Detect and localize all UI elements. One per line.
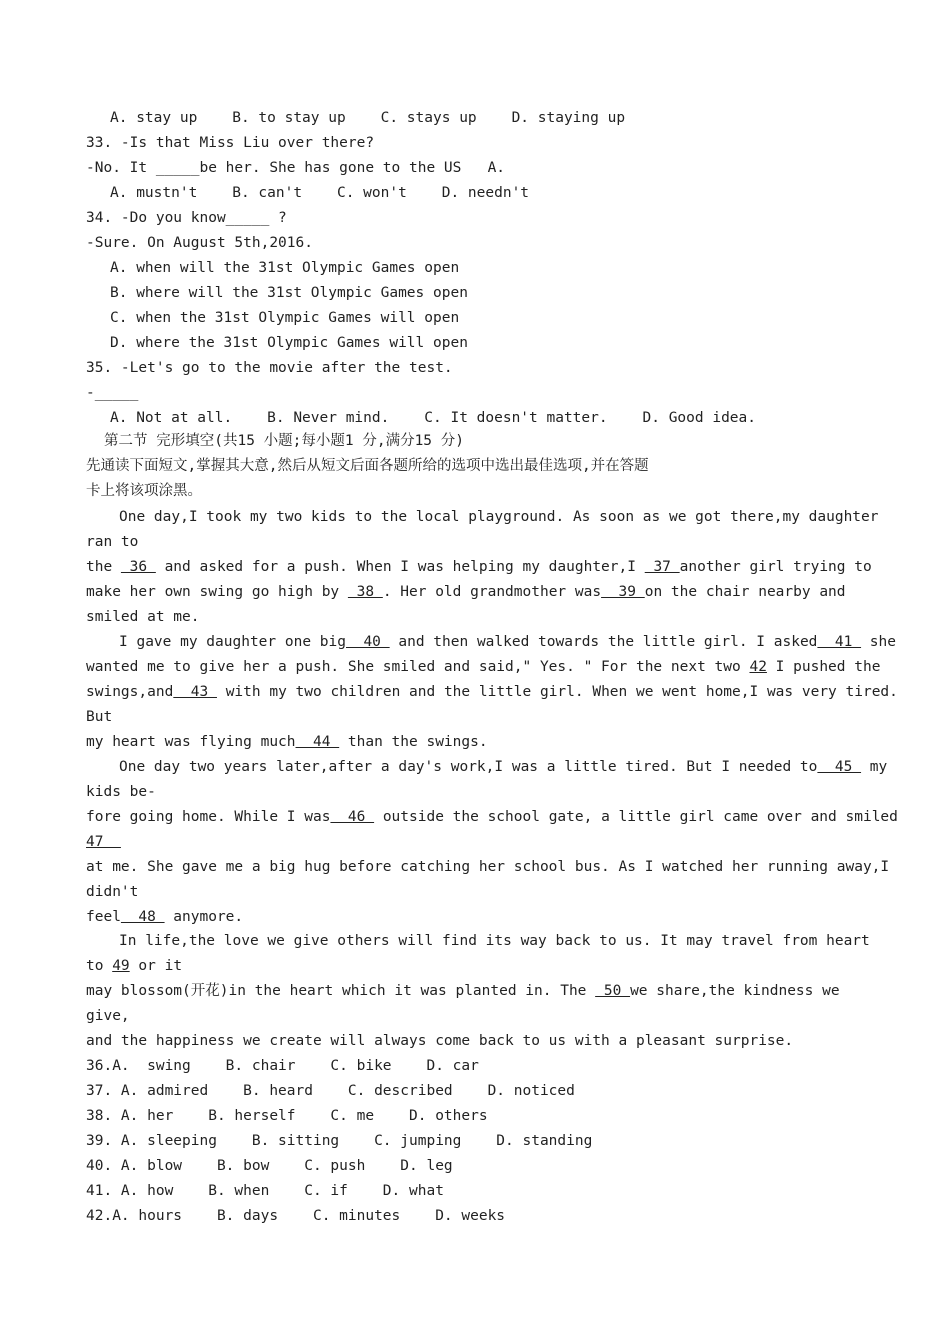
passage-line: and the happiness we create will always come back to us with a pleasant surprise. <box>86 1033 794 1049</box>
options-40: 40. A. blow B. bow C. push D. leg <box>86 1158 453 1174</box>
passage-text: One day two years later,after a day's work,I was a little tired. But I needed to <box>119 759 818 775</box>
blank-50: 50 <box>595 983 631 999</box>
q35-options: A. Not at all. B. Never mind. C. It doesn't matter. D. Good idea. <box>110 410 757 426</box>
passage-text: anymore. <box>164 909 244 925</box>
section-instruction-1: 先通读下面短文,掌握其大意,然后从短文后面各题所给的选项中选出最佳选项,并在答题 <box>86 458 649 474</box>
passage-text: make her own swing go high by <box>86 584 348 600</box>
passage-line <box>86 557 872 577</box>
passage-line: But <box>86 709 113 725</box>
options-36: 36.A. swing B. chair C. bike D. car <box>86 1058 479 1074</box>
blank-47: 47 <box>86 834 121 850</box>
passage-line <box>86 732 488 752</box>
passage-line <box>86 807 898 827</box>
passage-line <box>86 956 182 976</box>
passage-line: One day,I took my two kids to the local playground. As soon as we got there,my daughter <box>119 509 879 525</box>
blank-45: 45 <box>817 759 862 775</box>
passage-text: may blossom(开花)in the heart which it was planted in. The <box>86 983 596 999</box>
options-37: 37. A. admired B. heard C. described D. noticed <box>86 1083 575 1099</box>
blank-49: 49 <box>112 958 130 974</box>
passage-text: feel <box>86 909 121 925</box>
passage-text: another girl trying to <box>679 559 872 575</box>
options-38: 38. A. her B. herself C. me D. others <box>86 1108 488 1124</box>
passage-text: and asked for a push. When I was helping my daughter,I <box>155 559 645 575</box>
passage-text: we share,the kindness we <box>630 983 840 999</box>
passage-text: than the swings. <box>339 734 488 750</box>
section-title: 第二节 完形填空(共15 小题;每小题1 分,满分15 分) <box>104 433 464 449</box>
passage-line <box>119 757 887 777</box>
passage-line: kids be- <box>86 784 156 800</box>
passage-line <box>86 657 880 677</box>
passage-text: to <box>86 958 113 974</box>
passage-line <box>86 907 243 927</box>
q34-option-c: C. when the 31st Olympic Games will open <box>110 310 460 326</box>
section-instruction-2: 卡上将该项涂黑。 <box>86 483 202 499</box>
passage-text: outside the school gate, a little girl came over and smiled <box>374 809 898 825</box>
options-42: 42.A. hours B. days C. minutes D. weeks <box>86 1208 506 1224</box>
passage-line: ran to <box>86 534 139 550</box>
blank-39: 39 <box>601 584 645 600</box>
passage-text: fore going home. While I was <box>86 809 331 825</box>
q34-question: 34. -Do you know_____ ? <box>86 210 287 226</box>
passage-text: . Her old grandmother was <box>382 584 602 600</box>
blank-36: 36 <box>120 559 156 575</box>
blank-37: 37 <box>644 559 680 575</box>
q35-response: -_____ <box>86 385 139 401</box>
passage-text: and then walked towards the little girl. I asked <box>389 634 818 650</box>
passage-text: wanted me to give her a push. She smiled and said," Yes. " For the next two <box>86 659 750 675</box>
passage-line: at me. She gave me a big hug before catching her school bus. As I watched her running away,I <box>86 859 890 875</box>
passage-text: the <box>86 559 121 575</box>
passage-text: my <box>861 759 888 775</box>
passage-line <box>86 981 840 1001</box>
blank-38: 38 <box>347 584 383 600</box>
passage-line: didn't <box>86 884 139 900</box>
passage-text: my heart was flying much <box>86 734 296 750</box>
q33-options: A. mustn't B. can't C. won't D. needn't <box>110 185 530 201</box>
options-41: 41. A. how B. when C. if D. what <box>86 1183 444 1199</box>
passage-text: swings,and <box>86 684 174 700</box>
q34-option-a: A. when will the 31st Olympic Games open <box>110 260 460 276</box>
passage-line <box>86 832 121 852</box>
q35-question: 35. -Let's go to the movie after the test. <box>86 360 453 376</box>
passage-text: on the chair nearby and <box>644 584 846 600</box>
q34-option-b: B. where will the 31st Olympic Games open <box>110 285 468 301</box>
blank-48: 48 <box>120 909 165 925</box>
blank-44: 44 <box>295 734 340 750</box>
blank-41: 41 <box>817 634 862 650</box>
blank-43: 43 <box>173 684 217 700</box>
options-39: 39. A. sleeping B. sitting C. jumping D. standing <box>86 1133 593 1149</box>
passage-text: with my two children and the little girl. When we went home,I was very tired. <box>216 684 898 700</box>
passage-line: give, <box>86 1008 130 1024</box>
q32-options: A. stay up B. to stay up C. stays up D. staying up <box>110 110 626 126</box>
passage-text: I gave my daughter one big <box>119 634 346 650</box>
passage-line <box>86 682 898 702</box>
passage-line: In life,the love we give others will find its way back to us. It may travel from heart <box>119 933 870 949</box>
blank-46: 46 <box>330 809 375 825</box>
blank-40: 40 <box>345 634 390 650</box>
passage-line: smiled at me. <box>86 609 200 625</box>
q33-response: -No. It _____be her. She has gone to the US A. <box>86 160 506 176</box>
passage-line <box>119 632 896 652</box>
q34-option-d: D. where the 31st Olympic Games will open <box>110 335 468 351</box>
q33-question: 33. -Is that Miss Liu over there? <box>86 135 375 151</box>
blank-42: 42 <box>749 659 767 675</box>
passage-text: or it <box>129 958 183 974</box>
passage-text: she <box>861 634 896 650</box>
q34-response: -Sure. On August 5th,2016. <box>86 235 313 251</box>
passage-line <box>86 582 846 602</box>
passage-text: I pushed the <box>766 659 881 675</box>
